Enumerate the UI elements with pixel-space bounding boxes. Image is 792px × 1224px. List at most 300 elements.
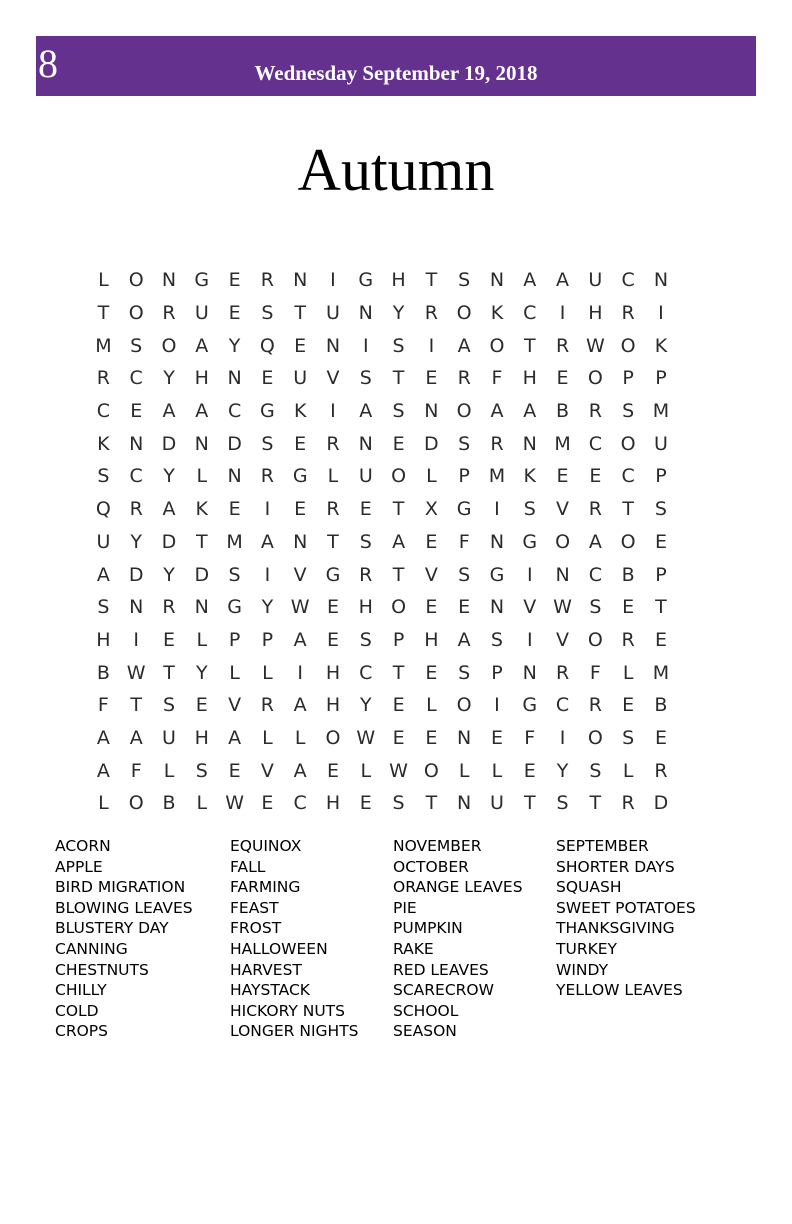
grid-letter: R [162,596,176,619]
word-list-item: THANKSGIVING [556,919,675,938]
grid-letter: E [654,530,667,553]
word-list-item: COLD [55,1001,99,1020]
grid-letter: O [161,334,177,357]
grid-letter: T [523,792,536,815]
grid-letter: S [622,400,635,423]
grid-letter: E [228,269,241,292]
grid-letter: I [264,563,271,586]
grid-letter: S [458,563,471,586]
grid-letter: Y [163,563,175,586]
grid-letter: L [196,628,208,651]
grid-letter: E [654,726,667,749]
grid-letter: W [389,759,408,782]
grid-letter: A [457,334,471,357]
word-list-item: SEASON [393,1022,457,1041]
grid-letter: E [425,530,438,553]
grid-letter: H [391,269,406,292]
grid-letter: O [620,530,636,553]
grid-letter: E [556,465,569,488]
grid-row [87,362,677,395]
grid-letter: R [260,465,274,488]
word-list-item: OCTOBER [393,857,469,876]
grid-letter: H [588,302,603,325]
grid-letter: U [358,465,373,488]
grid-letter: K [293,400,307,423]
grid-letter: T [655,596,667,619]
word-list-item: PUMPKIN [393,919,463,938]
grid-letter: L [426,694,437,717]
grid-letter: L [294,726,306,749]
word-list-item: BIRD MIGRATION [55,878,186,897]
grid-letter: E [425,726,438,749]
grid-letter: P [655,367,667,390]
grid-letter: V [523,596,537,619]
grid-letter: Y [163,367,175,390]
word-list-item: FARMING [230,878,301,897]
grid-row [87,656,677,689]
grid-letter: Y [228,334,241,357]
word-list-item: EQUINOX [230,837,302,855]
word-list-item: APPLE [55,857,103,876]
word-list-item: CANNING [55,939,128,958]
grid-letter: O [128,792,144,815]
grid-letter: D [227,432,242,455]
page-number: 8 [38,41,58,86]
grid-letter: N [457,726,472,749]
grid-letter: R [96,367,110,390]
word-list-item: SCHOOL [393,1001,459,1020]
grid-letter: R [588,498,602,521]
grid-letter: I [494,498,500,521]
word-list-item: ORANGE LEAVES [393,878,523,897]
grid-letter: U [293,367,308,390]
grid-letter: I [264,498,271,521]
grid-letter: K [490,302,504,325]
grid-letter: O [587,628,603,651]
grid-letter: T [589,792,602,815]
grid-letter: A [96,726,110,749]
grid-letter: F [97,694,109,717]
grid-letter: O [620,334,636,357]
grid-letter: E [228,759,241,782]
grid-letter: W [356,726,376,749]
grid-letter: E [490,726,503,749]
grid-letter: E [294,432,307,455]
grid-letter: S [162,694,176,717]
word-list-item: HALLOWEEN [230,939,328,958]
grid-letter: H [325,694,341,717]
grid-letter: D [161,530,177,553]
grid-letter: O [456,400,472,423]
grid-letter: S [458,269,471,292]
grid-letter: R [490,432,504,455]
grid-letter: O [620,432,636,455]
grid-letter: A [359,400,373,423]
grid-letter: I [330,269,336,292]
word-column [230,836,359,1042]
grid-letter: R [555,661,570,684]
grid-letter: A [293,628,307,651]
grid-letter: R [621,792,635,815]
grid-row [87,591,677,624]
grid-letter: V [556,628,570,651]
word-list-item: HARVEST [230,960,302,979]
grid-letter: U [194,302,209,325]
grid-letter: D [653,792,669,815]
grid-letter: G [456,498,472,521]
grid-letter: R [129,498,143,521]
grid-letter: Q [259,334,275,357]
grid-letter: P [655,465,667,488]
word-list-item: CHESTNUTS [55,960,149,979]
word-list-item: CROPS [55,1022,108,1041]
grid-letter: T [392,498,405,521]
grid-letter: N [358,432,373,455]
grid-letter: S [359,530,372,553]
grid-letter: M [652,400,670,423]
grid-letter: T [392,367,405,390]
grid-letter: A [162,498,176,521]
word-list-item: ACORN [55,837,111,855]
word-list-item: SHORTER DAYS [556,857,675,876]
grid-letter: N [293,269,308,292]
grid-letter: I [658,302,664,325]
grid-letter: R [654,759,668,782]
grid-letter: O [587,367,603,390]
grid-letter: S [97,596,110,619]
grid-letter: S [392,792,405,815]
grid-letter: Y [130,530,142,553]
grid-letter: O [456,302,472,325]
grid-letter: D [128,563,144,586]
grid-letter: I [559,302,566,325]
grid-letter: N [129,596,144,619]
grid-letter: S [97,465,110,488]
grid-letter: U [162,726,176,749]
grid-letter: A [96,759,110,782]
grid-letter: S [523,498,536,521]
grid-letter: P [458,465,470,488]
word-list-item: CHILLY [55,981,107,1000]
grid-letter: S [359,367,372,390]
word-list-item: FEAST [230,898,279,917]
grid-row [87,526,677,559]
grid-letter: L [262,661,273,684]
grid-letter: C [588,563,602,586]
grid-letter: F [524,726,536,749]
grid-letter: E [326,628,339,651]
grid-letter: K [523,465,536,488]
grid-letter: A [96,563,110,586]
grid-letter: L [98,792,109,815]
word-list-item: PIE [393,898,417,917]
grid-letter: I [330,400,336,423]
grid-letter: U [588,269,603,292]
grid-letter: E [589,465,602,488]
grid-letter: P [622,367,634,390]
grid-row [87,264,677,297]
grid-letter: R [621,628,635,651]
grid-letter: L [491,759,503,782]
grid-letter: O [391,596,407,619]
grid-letter: C [359,661,373,684]
word-list-item: RAKE [393,939,434,958]
grid-letter: E [261,367,274,390]
grid-letter: I [559,726,566,749]
grid-letter: R [588,694,602,717]
grid-letter: K [97,432,110,455]
grid-letter: V [326,367,340,390]
grid-letter: C [227,400,242,423]
word-column [55,836,193,1042]
grid-letter: L [98,269,109,292]
grid-letter: N [489,596,505,619]
grid-letter: M [652,661,670,684]
grid-letter: Y [556,759,569,782]
grid-letter: Y [195,661,208,684]
grid-letter: X [424,498,438,521]
word-column [393,836,523,1042]
grid-letter: U [326,302,340,325]
grid-letter: C [588,432,602,455]
grid-letter: R [260,269,274,292]
grid-letter: R [162,302,176,325]
grid-letter: V [293,563,307,586]
grid-letter: F [491,367,503,390]
grid-letter: E [556,367,569,390]
grid-letter: S [654,498,667,521]
grid-letter: N [457,792,472,815]
grid-row [87,722,677,755]
grid-letter: W [553,596,572,619]
grid-letter: O [555,530,571,553]
grid-letter: Y [392,302,405,325]
grid-letter: L [229,661,240,684]
grid-letter: C [523,302,537,325]
grid-letter: R [359,563,373,586]
grid-letter: Y [261,596,274,619]
grid-letter: E [326,596,339,619]
grid-letter: V [260,759,274,782]
grid-letter: E [392,694,405,717]
grid-letter: S [392,400,405,423]
grid-letter: I [526,563,533,586]
grid-letter: T [622,498,634,521]
grid-letter: H [194,367,209,390]
header-date: Wednesday September 19, 2018 [254,61,538,85]
grid-letter: C [96,400,111,423]
grid-letter: S [261,432,274,455]
grid-letter: B [654,694,668,717]
grid-letter: V [228,694,242,717]
grid-letter: T [294,302,306,325]
grid-row [87,297,677,330]
grid-letter: C [293,792,307,815]
grid-letter: R [326,498,340,521]
grid-letter: H [96,628,111,651]
grid-letter: P [228,628,241,651]
grid-letter: F [589,661,601,684]
grid-letter: C [129,367,143,390]
grid-letter: B [556,400,570,423]
grid-letter: N [227,367,242,390]
grid-letter: D [194,563,210,586]
grid-letter: A [129,726,143,749]
grid-letter: Q [95,498,111,521]
grid-letter: I [526,628,533,651]
grid-letter: I [133,628,139,651]
grid-letter: S [458,661,471,684]
grid-letter: I [362,334,369,357]
grid-letter: M [226,530,243,553]
grid-letter: E [294,334,307,357]
grid-letter: E [228,498,241,521]
grid-row [87,427,677,460]
grid-letter: D [424,432,439,455]
grid-letter: N [522,432,537,455]
word-list-item: HICKORY NUTS [230,1001,345,1020]
grid-letter: S [490,628,503,651]
grid-letter: E [425,661,438,684]
grid-letter: G [325,563,341,586]
word-list-item: NOVEMBER [393,837,482,855]
grid-letter: H [325,792,341,815]
grid-letter: T [523,334,536,357]
grid-row [87,624,677,657]
grid-letter: R [424,302,438,325]
grid-letter: W [225,792,244,815]
grid-letter: N [653,269,669,292]
grid-letter: V [424,563,438,586]
grid-letter: R [326,432,340,455]
grid-letter: G [489,563,505,586]
grid-letter: O [489,334,505,357]
grid-letter: B [96,661,110,684]
grid-letter: M [554,432,571,455]
grid-letter: T [163,661,175,684]
grid-letter: U [653,432,668,455]
grid-letter: R [260,694,274,717]
grid-letter: C [555,694,570,717]
grid-letter: E [425,367,438,390]
grid-letter: D [161,432,177,455]
grid-letter: K [654,334,668,357]
grid-letter: S [130,334,143,357]
grid-letter: G [194,269,210,292]
grid-letter: T [392,563,405,586]
grid-letter: S [261,302,274,325]
grid-letter: U [96,530,111,553]
grid-letter: L [327,465,339,488]
grid-letter: E [294,498,307,521]
word-list-item: BLOWING LEAVES [55,898,193,917]
grid-letter: C [129,465,143,488]
grid-letter: N [424,400,439,423]
grid-letter: S [228,563,241,586]
grid-row [87,558,677,591]
grid-letter: U [490,792,504,815]
grid-letter: S [589,596,602,619]
grid-letter: W [126,661,146,684]
grid-letter: A [195,400,209,423]
grid-letter: L [426,465,437,488]
grid-letter: N [358,302,373,325]
grid-letter: S [392,334,405,357]
grid-letter: R [588,400,602,423]
word-list-item: SEPTEMBER [556,837,649,855]
grid-row [87,460,677,493]
grid-row [87,395,677,428]
grid-letter: O [128,269,144,292]
grid-letter: S [458,432,471,455]
grid-letter: F [130,759,142,782]
grid-letter: A [457,628,471,651]
grid-letter: S [622,726,635,749]
grid-row [87,689,677,722]
grid-letter: L [622,759,634,782]
grid-letter: G [292,465,308,488]
grid-letter: Y [163,465,175,488]
grid-letter: A [588,530,602,553]
grid-letter: A [228,726,242,749]
grid-row [87,493,677,526]
grid-letter: L [360,759,372,782]
grid-letter: N [489,530,505,553]
grid-letter: T [425,792,438,815]
grid-letter: V [556,498,570,521]
grid-letter: T [97,302,110,325]
grid-letter: L [458,759,470,782]
grid-letter: R [555,334,570,357]
grid-letter: E [195,694,208,717]
grid-letter: N [194,432,209,455]
grid-letter: L [262,726,273,749]
grid-letter: N [325,334,341,357]
page-title: Autumn [297,137,495,203]
grid-letter: A [523,400,537,423]
grid-letter: G [260,400,275,423]
grid-letter: E [326,759,339,782]
grid-letter: M [488,465,506,488]
grid-row [87,787,677,820]
grid-letter: E [261,792,274,815]
word-search-grid [87,264,677,820]
grid-letter: N [522,661,537,684]
word-list-item: SCARECROW [393,981,494,1000]
word-list-item: FROST [230,919,282,938]
grid-letter: T [327,530,339,553]
grid-letter: S [589,759,602,782]
grid-letter: H [325,661,341,684]
grid-letter: L [622,661,634,684]
word-list-item: WINDY [556,960,609,979]
grid-letter: R [621,302,635,325]
grid-letter: A [293,694,307,717]
grid-letter: E [523,759,536,782]
grid-letter: W [290,596,310,619]
word-column [556,836,696,1001]
grid-letter: A [490,400,504,423]
grid-letter: S [556,792,569,815]
grid-letter: T [392,661,405,684]
grid-letter: E [458,596,471,619]
grid-letter: E [392,726,405,749]
grid-letter: N [194,596,209,619]
grid-letter: H [424,628,439,651]
grid-letter: E [622,596,635,619]
grid-letter: W [585,334,605,357]
grid-letter: A [392,530,406,553]
